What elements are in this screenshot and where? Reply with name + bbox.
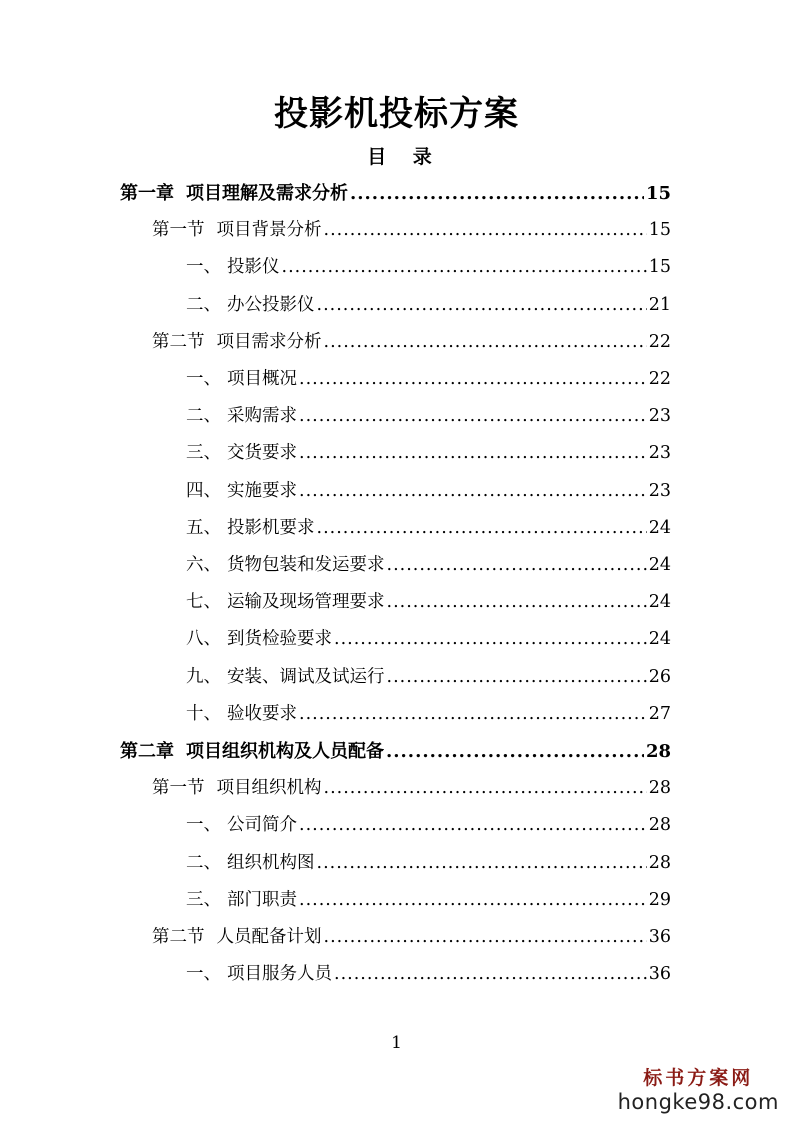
- toc-entry-label: [186, 435, 297, 472]
- toc-leader-dots: [299, 807, 647, 844]
- toc-entry-text: 货物包装和发运要求: [227, 555, 385, 575]
- toc-leader-dots: [299, 361, 647, 398]
- toc-entry-page: 15: [648, 220, 671, 241]
- toc-leader-dots: [387, 659, 647, 696]
- toc-entry[interactable]: [186, 845, 671, 882]
- toc-entry-number: 七、: [186, 592, 221, 613]
- toc-entry-text: 采购需求: [227, 406, 297, 427]
- toc-entry-label: [186, 510, 315, 547]
- toc-entry-number: 十、: [186, 703, 221, 724]
- toc-entry-text: 投影机要求: [227, 517, 315, 538]
- toc-entry-page: 36: [648, 927, 671, 947]
- toc-entry[interactable]: [120, 733, 671, 770]
- toc-entry-label: [186, 287, 315, 324]
- toc-entry-number: 第二节: [152, 331, 205, 352]
- toc-leader-dots: [324, 770, 647, 807]
- toc-entry-page: 15: [648, 257, 671, 278]
- toc-entry[interactable]: [186, 473, 671, 510]
- toc-leader-dots: [299, 882, 647, 919]
- toc-leader-dots: [334, 621, 647, 658]
- toc-entry-page: 28: [648, 815, 671, 836]
- toc-leader-dots: [317, 510, 647, 547]
- toc-entry-page: 27: [648, 703, 671, 724]
- toc-entry-text: 项目理解及需求分析: [186, 183, 348, 204]
- toc-entry[interactable]: [186, 361, 671, 398]
- toc-entry-label: [186, 361, 297, 398]
- toc-entry-label: [152, 919, 322, 956]
- toc-entry-text: 项目背景分析: [216, 220, 322, 241]
- toc-entry-number: 八、: [186, 629, 221, 650]
- toc-heading: 目 录: [367, 146, 442, 168]
- toc-entry-page: 26: [648, 666, 671, 687]
- toc-entry-label: [152, 212, 322, 249]
- toc-entry-label: [186, 659, 385, 696]
- toc-entry[interactable]: [186, 621, 671, 658]
- toc-entry[interactable]: [152, 770, 671, 807]
- toc-entry-number: 一、: [186, 815, 221, 836]
- toc-entry-page: 28: [645, 741, 671, 762]
- toc-entry-page: 24: [648, 629, 671, 650]
- toc-leader-dots: [282, 249, 647, 286]
- toc-entry-label: [186, 398, 297, 435]
- document-title: 投影机投标方案: [274, 94, 519, 134]
- toc-leader-dots: [299, 435, 647, 472]
- toc-entry-number: 四、: [186, 480, 221, 501]
- toc-entry-number: 二、: [186, 406, 221, 427]
- toc-entry[interactable]: [186, 435, 671, 472]
- toc-leader-dots: [299, 473, 647, 510]
- toc-entry-number: 三、: [186, 443, 221, 464]
- toc-entry[interactable]: [120, 175, 671, 212]
- toc-entry-page: 22: [648, 331, 671, 352]
- toc-entry-number: 二、: [186, 294, 221, 315]
- toc-entry-text: 项目需求分析: [216, 331, 322, 352]
- toc-entry-label: [152, 770, 322, 807]
- toc-entry-number: 第一节: [152, 778, 205, 799]
- page-number: 1: [391, 1033, 402, 1053]
- toc-entry-text: 实施要求: [227, 480, 297, 501]
- toc-entry-page: 29: [648, 889, 671, 910]
- toc-entry-number: 五、: [186, 517, 221, 538]
- toc-entry-page: 22: [648, 369, 671, 389]
- toc-entry-page: 28: [648, 778, 671, 799]
- toc-entry-number: 第二节: [152, 927, 205, 947]
- toc-entry-text: 项目组织机构: [216, 778, 322, 799]
- toc-entry-label: [186, 956, 332, 993]
- toc-leader-dots: [334, 956, 647, 993]
- toc-entry-page: 28: [648, 852, 671, 873]
- toc-entry-number: 一、: [186, 257, 221, 278]
- toc-entry-number: 一、: [186, 369, 221, 389]
- toc-entry-text: 到货检验要求: [227, 629, 332, 650]
- toc-entry-text: 项目概况: [227, 369, 297, 389]
- toc-leader-dots: [317, 845, 647, 882]
- toc-entry-page: 24: [648, 517, 671, 538]
- watermark: [618, 1066, 779, 1114]
- toc-entry-number: 第一节: [152, 220, 205, 241]
- toc-leader-dots: [299, 696, 647, 733]
- toc-entry-label: [186, 584, 385, 621]
- toc-leader-dots: [317, 287, 647, 324]
- toc-entry-page: 23: [648, 406, 671, 427]
- toc-entry-number: 第二章: [120, 741, 174, 762]
- toc-entry-text: 办公投影仪: [227, 294, 315, 315]
- toc-entry-page: 36: [648, 964, 671, 985]
- toc-entry-label: [186, 807, 297, 844]
- toc-entry-label: [186, 621, 332, 658]
- toc-entry-number: 第一章: [120, 183, 174, 204]
- toc-entry-text: 公司简介: [227, 815, 297, 836]
- toc-entry-label: [186, 696, 297, 733]
- toc-entry-text: 部门职责: [227, 889, 297, 910]
- toc-entry-page: 24: [648, 555, 671, 575]
- toc-entry-label: [186, 882, 297, 919]
- toc-entry[interactable]: [186, 510, 671, 547]
- toc-entry-label: [120, 733, 384, 770]
- toc-leader-dots: [387, 584, 647, 621]
- toc-entry-number: 二、: [186, 852, 221, 873]
- toc-entry[interactable]: [186, 696, 671, 733]
- toc-entry-text: 交货要求: [227, 443, 297, 464]
- toc-entry-page: 23: [648, 443, 671, 464]
- toc-entry[interactable]: [186, 287, 671, 324]
- toc-leader-dots: [324, 212, 647, 249]
- toc-entry-label: [120, 175, 348, 212]
- toc-entry-label: [186, 473, 297, 510]
- toc-entry-label: [186, 845, 315, 882]
- toc-entry-label: [152, 324, 322, 361]
- toc-entry-label: [186, 547, 385, 584]
- toc-entry[interactable]: [152, 324, 671, 361]
- toc-entry[interactable]: [186, 807, 671, 844]
- toc-leader-dots: [299, 398, 647, 435]
- toc-leader-dots: [324, 919, 647, 956]
- toc-entry-text: 项目服务人员: [227, 964, 332, 985]
- toc-entry[interactable]: [186, 956, 671, 993]
- toc-entry-number: 九、: [186, 666, 221, 687]
- toc-entry-page: 23: [648, 480, 671, 501]
- watermark-cn: 标书方案网: [643, 1067, 754, 1089]
- toc-entry-page: 24: [648, 592, 671, 613]
- toc-entry[interactable]: [186, 249, 671, 286]
- toc-entry[interactable]: [152, 919, 671, 956]
- toc-entry[interactable]: [186, 547, 671, 584]
- watermark-url: hongke98.com: [617, 1090, 779, 1114]
- toc-entry-page: 21: [648, 294, 671, 315]
- toc-entry-text: 验收要求: [227, 703, 297, 724]
- toc-entry-number: 六、: [186, 555, 221, 575]
- toc-entry-number: 一、: [186, 964, 221, 985]
- toc-leader-dots: [386, 733, 644, 770]
- toc-entry-text: 投影仪: [227, 257, 280, 278]
- toc-leader-dots: [324, 324, 647, 361]
- toc-leader-dots: [350, 175, 644, 212]
- toc-entry-number: 三、: [186, 889, 221, 910]
- toc-entry-text: 组织机构图: [227, 852, 315, 873]
- toc-entry[interactable]: [186, 882, 671, 919]
- toc-entry[interactable]: [152, 212, 671, 249]
- toc-entry[interactable]: [186, 398, 671, 435]
- toc-entry-label: [186, 249, 280, 286]
- toc-entry-text: 人员配备计划: [216, 927, 322, 947]
- toc-entry[interactable]: [186, 584, 671, 621]
- toc-entry[interactable]: [186, 659, 671, 696]
- toc-entry-page: 15: [645, 183, 671, 204]
- toc-entry-text: 项目组织机构及人员配备: [186, 741, 384, 762]
- toc-entry-text: 安装、调试及试运行: [227, 666, 385, 687]
- toc-entry-text: 运输及现场管理要求: [227, 592, 385, 613]
- toc-leader-dots: [387, 547, 647, 584]
